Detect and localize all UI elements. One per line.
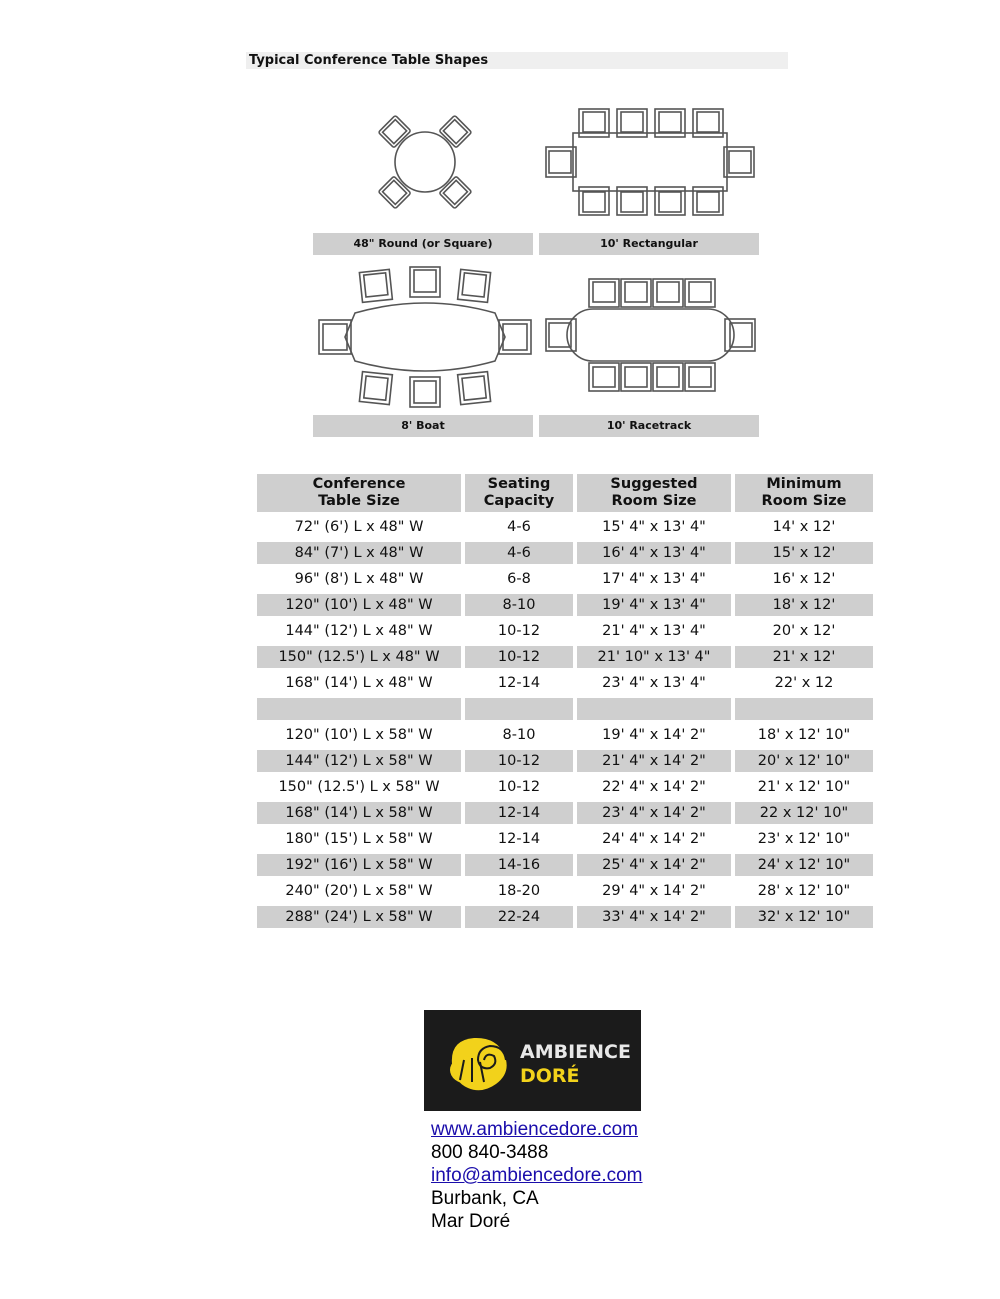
table-row (257, 776, 873, 798)
contact-block (431, 1118, 643, 1233)
header-suggested-room-size: Suggested Room Size (577, 474, 731, 512)
table-row (257, 516, 873, 538)
table-row (257, 594, 873, 616)
svg-text:DORÉ: DORÉ (520, 1065, 580, 1087)
cell-suggested: 15' 4" x 13' 4" (602, 519, 706, 535)
cell-table-size: 288" (24') L x 58" W (257, 906, 461, 928)
cell-capacity: 10-12 (497, 623, 541, 639)
cell-suggested: 19' 4" x 14' 2" (602, 727, 706, 743)
cell-table-size: 168" (14') L x 48" W (285, 675, 433, 691)
email-link[interactable]: info@ambiencedore.com (431, 1165, 643, 1186)
table-row (257, 620, 873, 642)
cell-capacity: 12-14 (465, 802, 573, 824)
rectangular-table-caption: 10' Rectangular (539, 233, 759, 255)
table-row (257, 906, 873, 928)
cell-table-size: 144" (12') L x 48" W (285, 623, 433, 639)
cell-table-size: 150" (12.5') L x 48" W (257, 646, 461, 668)
rectangular-table-diagram (543, 105, 758, 223)
cell-minimum: 24' x 12' 10" (735, 854, 873, 876)
round-table-caption: 48" Round (or Square) (313, 233, 533, 255)
svg-text:AMBIENCE: AMBIENCE (520, 1041, 631, 1063)
cell-table-size: 96" (8') L x 48" W (294, 571, 424, 587)
cell-suggested: 33' 4" x 14' 2" (577, 906, 731, 928)
cell-suggested: 29' 4" x 14' 2" (602, 883, 706, 899)
table-header-row (257, 474, 873, 512)
table-row (257, 646, 873, 668)
cell-suggested: 22' 4" x 14' 2" (602, 779, 706, 795)
cell-capacity: 10-12 (465, 646, 573, 668)
cell-minimum: 32' x 12' 10" (735, 906, 873, 928)
cell-suggested: 17' 4" x 13' 4" (602, 571, 706, 587)
cell-minimum: 16' x 12' (772, 571, 836, 587)
cell-minimum: 22' x 12 (774, 675, 834, 691)
table-row (257, 880, 873, 902)
cell-capacity: 14-16 (465, 854, 573, 876)
table-row (257, 672, 873, 694)
cell-minimum: 20' x 12' (772, 623, 836, 639)
round-table-diagram (370, 110, 480, 215)
cell-minimum: 28' x 12' 10" (757, 883, 851, 899)
contact-name: Mar Doré (431, 1211, 511, 1232)
table-row (257, 724, 873, 746)
cell-table-size: 144" (12') L x 58" W (257, 750, 461, 772)
header-minimum-room-size: Minimum Room Size (735, 474, 873, 512)
cell-table-size: 180" (15') L x 58" W (285, 831, 433, 847)
cell-capacity: 22-24 (465, 906, 573, 928)
cell-minimum: 14' x 12' (772, 519, 836, 535)
boat-table-caption: 8' Boat (313, 415, 533, 437)
cell-suggested: 21' 4" x 13' 4" (602, 623, 706, 639)
cell-minimum: 15' x 12' (735, 542, 873, 564)
cell-table-size: 192" (16') L x 58" W (257, 854, 461, 876)
boat-table-diagram (315, 265, 535, 410)
room-size-table (253, 470, 877, 932)
cell-suggested: 16' 4" x 13' 4" (577, 542, 731, 564)
cell-minimum: 18' x 12' 10" (757, 727, 851, 743)
header-seating-capacity: Seating Capacity (465, 474, 573, 512)
cell-capacity: 10-12 (497, 779, 541, 795)
location: Burbank, CA (431, 1188, 539, 1209)
cell-minimum: 21' x 12' 10" (757, 779, 851, 795)
table-row (257, 854, 873, 876)
cell-capacity: 8-10 (465, 594, 573, 616)
cell-capacity: 8-10 (502, 727, 536, 743)
cell-capacity: 18-20 (497, 883, 541, 899)
website-link[interactable]: www.ambiencedore.com (431, 1119, 638, 1140)
table-separator-row (257, 698, 873, 720)
cell-capacity: 12-14 (497, 675, 541, 691)
header-table-size: Conference Table Size (257, 474, 461, 512)
cell-minimum: 18' x 12' (735, 594, 873, 616)
cell-capacity: 12-14 (497, 831, 541, 847)
section-title-bar (246, 52, 788, 69)
table-row (257, 802, 873, 824)
cell-capacity: 4-6 (465, 542, 573, 564)
ambience-dore-logo (424, 1010, 641, 1111)
cell-table-size: 168" (14') L x 58" W (257, 802, 461, 824)
cell-capacity: 4-6 (507, 519, 531, 535)
table-row (257, 568, 873, 590)
racetrack-table-diagram (543, 275, 758, 395)
cell-suggested: 24' 4" x 14' 2" (602, 831, 706, 847)
cell-table-size: 150" (12.5') L x 58" W (278, 779, 440, 795)
cell-suggested: 19' 4" x 13' 4" (577, 594, 731, 616)
table-row (257, 542, 873, 564)
cell-suggested: 23' 4" x 13' 4" (602, 675, 706, 691)
cell-minimum: 21' x 12' (735, 646, 873, 668)
cell-minimum: 20' x 12' 10" (735, 750, 873, 772)
table-row (257, 828, 873, 850)
cell-table-size: 72" (6') L x 48" W (294, 519, 424, 535)
table-row (257, 750, 873, 772)
racetrack-table-caption: 10' Racetrack (539, 415, 759, 437)
cell-capacity: 6-8 (507, 571, 531, 587)
cell-suggested: 21' 10" x 13' 4" (577, 646, 731, 668)
cell-table-size: 84" (7') L x 48" W (257, 542, 461, 564)
cell-table-size: 120" (10') L x 58" W (285, 727, 433, 743)
cell-suggested: 23' 4" x 14' 2" (577, 802, 731, 824)
shell-logo-icon (424, 1010, 641, 1111)
cell-capacity: 10-12 (465, 750, 573, 772)
phone-number: 800 840-3488 (431, 1142, 549, 1163)
cell-table-size: 240" (20') L x 58" W (285, 883, 433, 899)
cell-suggested: 21' 4" x 14' 2" (577, 750, 731, 772)
cell-suggested: 25' 4" x 14' 2" (577, 854, 731, 876)
cell-minimum: 22 x 12' 10" (735, 802, 873, 824)
cell-table-size: 120" (10') L x 48" W (257, 594, 461, 616)
section-title: Typical Conference Table Shapes (249, 53, 489, 68)
cell-minimum: 23' x 12' 10" (757, 831, 851, 847)
